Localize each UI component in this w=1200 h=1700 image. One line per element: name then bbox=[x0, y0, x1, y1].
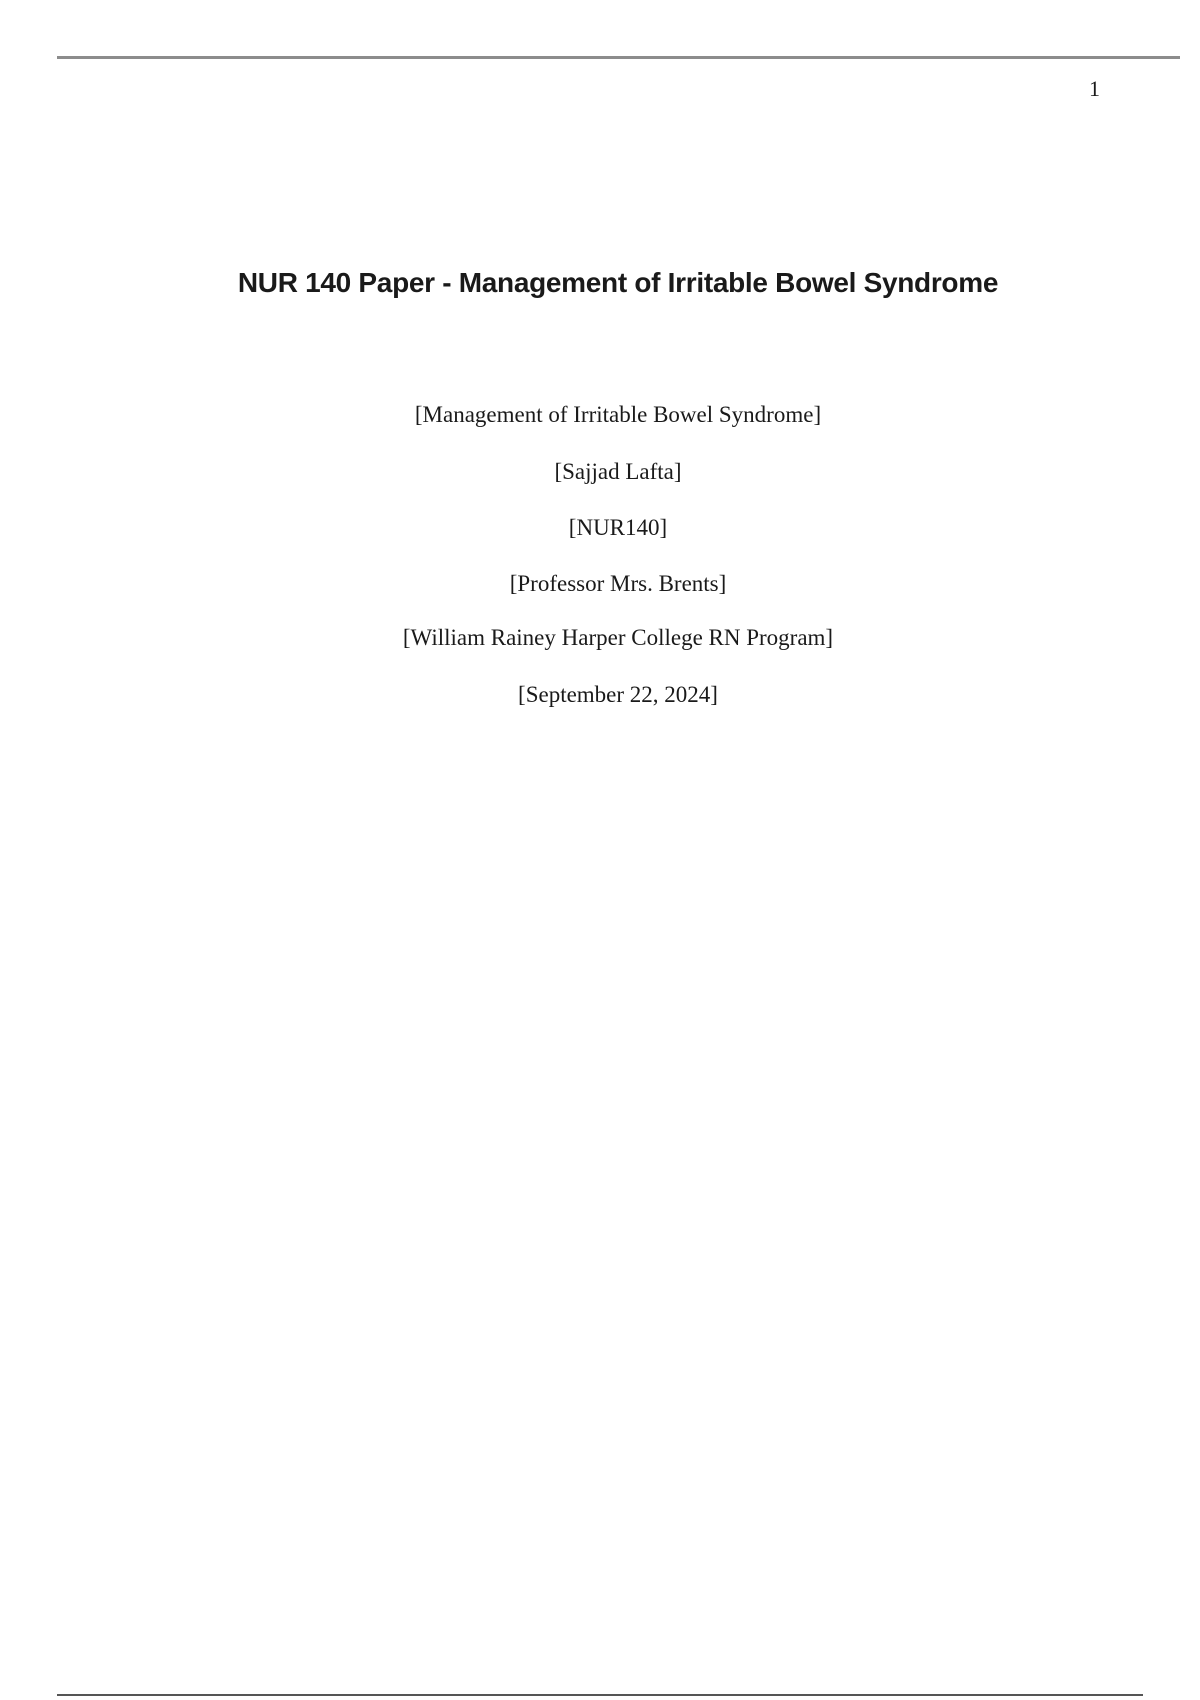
page-number: 1 bbox=[1089, 76, 1100, 101]
submission-date: [September 22, 2024] bbox=[518, 682, 718, 707]
course-name: [NUR140] bbox=[568, 515, 668, 540]
header-divider bbox=[57, 56, 1180, 59]
document-title: NUR 140 Paper - Management of Irritable Bowel Syndrome bbox=[237, 267, 999, 298]
paper-title: [Management of Irritable Bowel Syndrome] bbox=[414, 402, 822, 427]
author-name: [Sajjad Lafta] bbox=[554, 459, 682, 484]
institution-name: [William Rainey Harper College RN Program] bbox=[402, 625, 834, 650]
instructor-name: [Professor Mrs. Brents] bbox=[509, 571, 727, 596]
footer-divider bbox=[57, 1694, 1143, 1696]
